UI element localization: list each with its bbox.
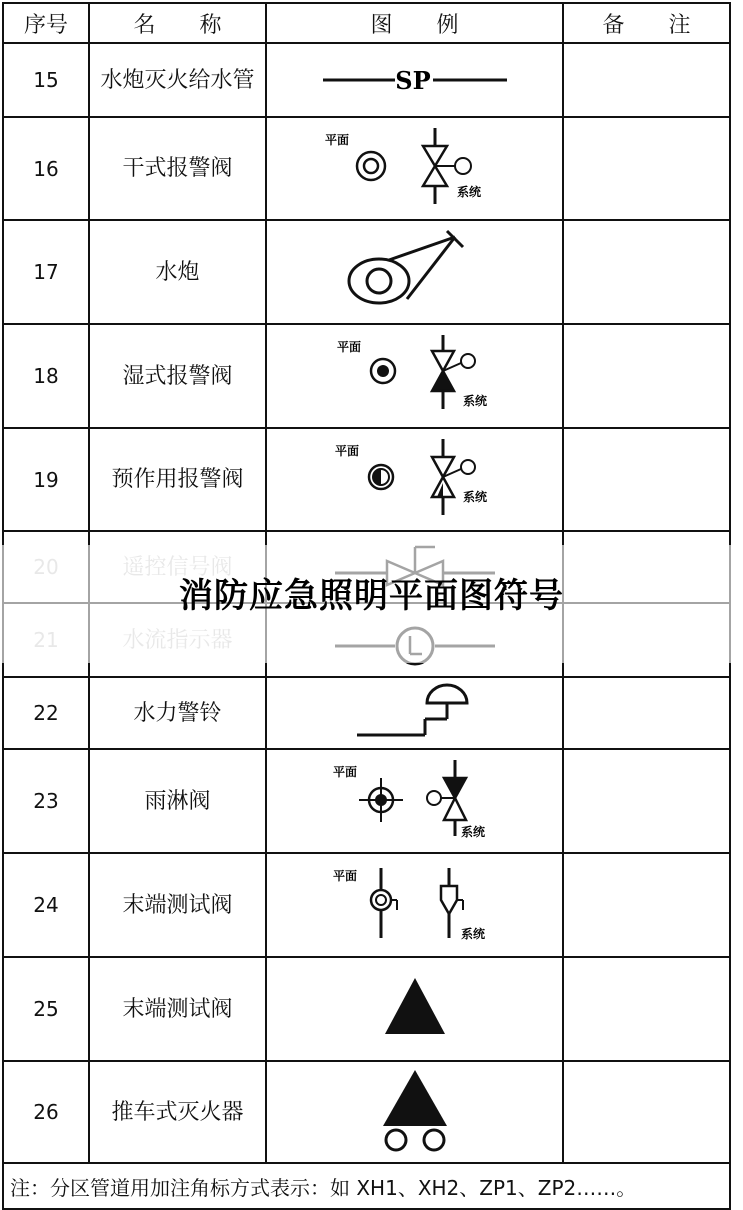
row-number: 23 bbox=[3, 749, 89, 853]
row-remark bbox=[563, 677, 730, 749]
table-row bbox=[3, 117, 730, 220]
water-cannon-icon bbox=[266, 220, 563, 324]
row-name: 预作用报警阀 bbox=[89, 428, 266, 531]
table-row bbox=[3, 428, 730, 531]
svg-text:系统: 系统 bbox=[462, 394, 487, 408]
header-symbol: 图 例 bbox=[266, 3, 563, 43]
header-remark: 备 注 bbox=[563, 3, 730, 43]
row-number: 22 bbox=[3, 677, 89, 749]
triangle-icon bbox=[266, 957, 563, 1061]
pipe-sp-icon bbox=[266, 43, 563, 117]
cart-extinguisher-icon bbox=[266, 1061, 563, 1163]
svg-text:平面: 平面 bbox=[324, 132, 349, 147]
row-name: 推车式灭火器 bbox=[89, 1061, 266, 1163]
row-remark bbox=[563, 1061, 730, 1163]
header-name: 名 称 bbox=[89, 3, 266, 43]
row-remark bbox=[563, 324, 730, 428]
svg-text:平面: 平面 bbox=[332, 765, 357, 779]
table-row bbox=[3, 749, 730, 853]
row-number: 15 bbox=[3, 43, 89, 117]
row-remark bbox=[563, 43, 730, 117]
dry-alarm-valve-icon bbox=[266, 117, 563, 220]
preaction-alarm-valve-icon bbox=[266, 428, 563, 531]
row-name: 湿式报警阀 bbox=[89, 324, 266, 428]
svg-text:平面: 平面 bbox=[336, 340, 361, 354]
row-name: 水炮灭火给水管 bbox=[89, 43, 266, 117]
row-name: 水炮 bbox=[89, 220, 266, 324]
row-number: 17 bbox=[3, 220, 89, 324]
row-number: 25 bbox=[3, 957, 89, 1061]
row-number: 16 bbox=[3, 117, 89, 220]
header-num: 序号 bbox=[3, 3, 89, 43]
table-note: 注：分区管道用加注角标方式表示：如 XH1、XH2、ZP1、ZP2……。 bbox=[3, 1163, 730, 1209]
overlay-title: 消防应急照明平面图符号 bbox=[179, 576, 564, 616]
table-row bbox=[3, 220, 730, 324]
row-remark bbox=[563, 220, 730, 324]
water-gong-icon bbox=[266, 677, 563, 749]
row-name: 干式报警阀 bbox=[89, 117, 266, 220]
row-name: 末端测试阀 bbox=[89, 957, 266, 1061]
deluge-valve-icon bbox=[266, 749, 563, 853]
end-test-valve-icon bbox=[266, 853, 563, 957]
row-remark bbox=[563, 957, 730, 1061]
row-name: 水力警铃 bbox=[89, 677, 266, 749]
row-number: 26 bbox=[3, 1061, 89, 1163]
wet-alarm-valve-icon bbox=[266, 324, 563, 428]
svg-text:系统: 系统 bbox=[460, 825, 485, 839]
svg-text:系统: 系统 bbox=[462, 489, 487, 504]
sp-label: SP bbox=[394, 66, 431, 95]
row-number: 24 bbox=[3, 853, 89, 957]
row-remark bbox=[563, 853, 730, 957]
table-row bbox=[3, 43, 730, 117]
svg-text:系统: 系统 bbox=[460, 927, 485, 941]
svg-text:系统: 系统 bbox=[456, 184, 481, 199]
row-name: 末端测试阀 bbox=[89, 853, 266, 957]
row-number: 19 bbox=[3, 428, 89, 531]
table-row bbox=[3, 677, 730, 749]
row-remark bbox=[563, 749, 730, 853]
table-row bbox=[3, 1061, 730, 1163]
table-row bbox=[3, 324, 730, 428]
row-remark bbox=[563, 117, 730, 220]
svg-text:平面: 平面 bbox=[334, 443, 359, 458]
table-row bbox=[3, 853, 730, 957]
row-remark bbox=[563, 428, 730, 531]
row-number: 18 bbox=[3, 324, 89, 428]
table-row bbox=[3, 957, 730, 1061]
header-row bbox=[3, 3, 730, 43]
svg-text:平面: 平面 bbox=[332, 869, 357, 883]
row-name: 雨淋阀 bbox=[89, 749, 266, 853]
note-row bbox=[3, 1163, 730, 1209]
